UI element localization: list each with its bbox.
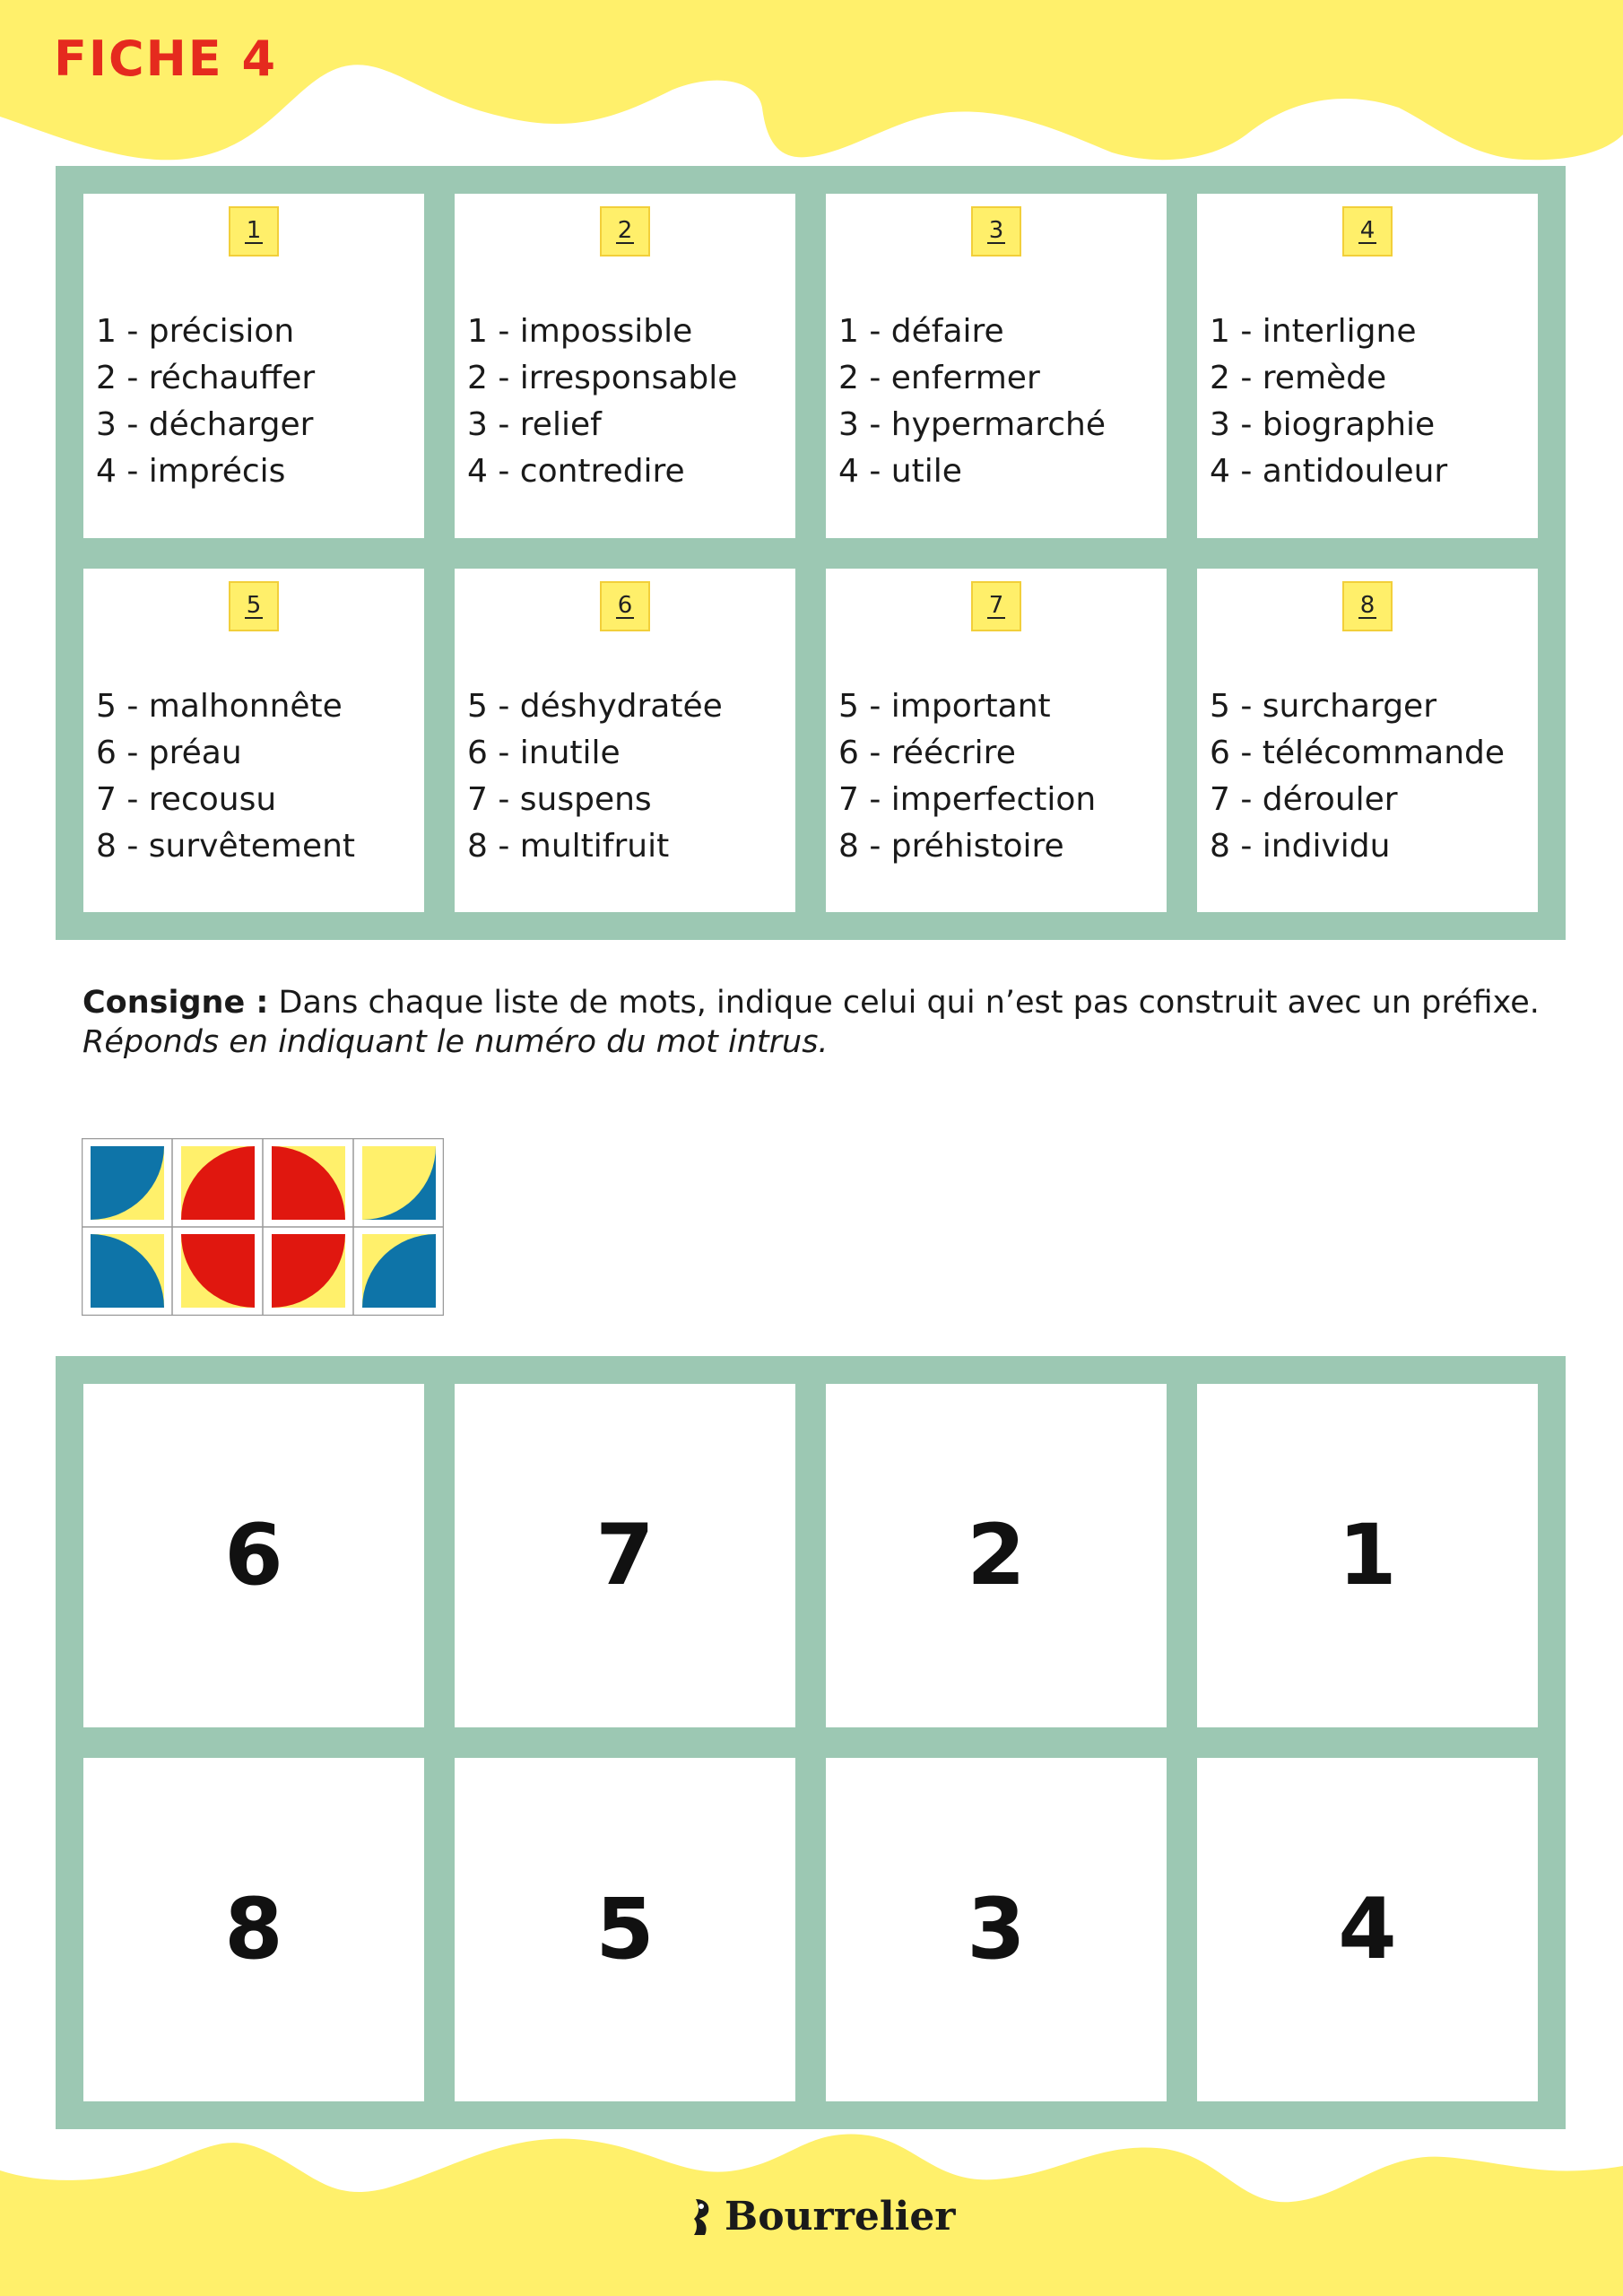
list-item: 4 - antidouleur <box>1210 453 1448 490</box>
word-list-card <box>83 569 424 913</box>
list-item: 3 - relief <box>467 406 602 443</box>
list-item: 6 - télécommande <box>1210 734 1506 771</box>
instruction-text: Dans chaque liste de mots, indique celui qui n’est pas construit avec un préfixe. <box>268 985 1540 1021</box>
list-item: 4 - contredire <box>467 453 685 490</box>
page-title: FICHE 4 <box>54 30 278 87</box>
list-number-tag <box>229 206 279 257</box>
word-list <box>838 683 1096 870</box>
answer-card[interactable] <box>455 1758 795 2101</box>
list-item: 5 - malhonnête <box>96 687 343 725</box>
word-list-card <box>455 194 795 538</box>
list-number: 1 <box>246 217 262 244</box>
list-item: 8 - survêtement <box>96 827 356 865</box>
word-list-card <box>826 569 1167 913</box>
instruction-block <box>82 983 1571 1062</box>
word-list <box>1210 683 1505 870</box>
answer-number: 7 <box>595 1507 655 1605</box>
word-list-card <box>1197 194 1538 538</box>
list-number: 6 <box>617 591 633 619</box>
answer-cards-grid <box>56 1356 1566 2129</box>
list-item: 3 - biographie <box>1210 406 1436 443</box>
list-item: 1 - interligne <box>1210 313 1417 350</box>
list-number-tag <box>971 206 1021 257</box>
answer-card[interactable] <box>826 1384 1167 1727</box>
list-number-tag <box>1342 206 1393 257</box>
list-item: 5 - déshydratée <box>467 687 723 725</box>
list-item: 2 - enfermer <box>838 360 1040 396</box>
answer-number: 5 <box>595 1881 655 1979</box>
list-item: 2 - réchauffer <box>96 360 316 396</box>
word-list <box>1210 309 1447 495</box>
list-item: 2 - remède <box>1210 360 1387 396</box>
tile-pattern-image <box>82 1138 444 1316</box>
list-item: 1 - impossible <box>467 313 693 350</box>
list-item: 8 - multifruit <box>467 827 670 865</box>
list-number: 7 <box>988 591 1004 619</box>
list-item: 5 - important <box>838 687 1051 725</box>
list-item: 3 - décharger <box>96 406 314 443</box>
list-item: 7 - imperfection <box>838 780 1097 818</box>
list-number-tag <box>600 206 650 257</box>
list-number-tag <box>600 581 650 631</box>
list-item: 5 - surcharger <box>1210 687 1437 725</box>
word-list <box>96 683 355 870</box>
word-lists-grid <box>56 166 1566 940</box>
answer-number: 3 <box>967 1881 1026 1979</box>
answer-number: 1 <box>1338 1507 1397 1605</box>
brand-mark-icon <box>690 2197 714 2237</box>
list-item: 1 - précision <box>96 313 295 350</box>
answer-card[interactable] <box>826 1758 1167 2101</box>
answer-number: 8 <box>224 1881 283 1979</box>
list-item: 7 - dérouler <box>1210 780 1398 818</box>
answer-number: 2 <box>967 1507 1026 1605</box>
list-item: 3 - hypermarché <box>838 406 1106 443</box>
list-item: 4 - utile <box>838 453 962 490</box>
list-item: 8 - individu <box>1210 827 1391 865</box>
answer-card[interactable] <box>83 1384 424 1727</box>
word-list-card <box>455 569 795 913</box>
list-number-tag <box>971 581 1021 631</box>
brand-name: Bourrelier <box>725 2194 956 2239</box>
list-item: 4 - imprécis <box>96 453 286 490</box>
list-item: 7 - recousu <box>96 780 277 818</box>
answer-card[interactable] <box>83 1758 424 2101</box>
word-list <box>467 683 723 870</box>
list-item: 6 - préau <box>96 734 242 771</box>
answer-number: 4 <box>1338 1881 1397 1979</box>
brand-logo <box>690 2194 956 2239</box>
answer-card[interactable] <box>1197 1384 1538 1727</box>
word-list-card <box>826 194 1167 538</box>
answer-card[interactable] <box>1197 1758 1538 2101</box>
list-number-tag <box>229 581 279 631</box>
answer-number: 6 <box>224 1507 283 1605</box>
list-number: 5 <box>246 591 262 619</box>
word-list <box>467 309 737 495</box>
list-item: 2 - irresponsable <box>467 360 738 396</box>
list-item: 7 - suspens <box>467 780 652 818</box>
instruction-label: Consigne : <box>82 985 269 1021</box>
word-list-card <box>1197 569 1538 913</box>
word-list-card <box>83 194 424 538</box>
list-number: 4 <box>1359 217 1376 244</box>
list-item: 1 - défaire <box>838 313 1004 350</box>
instruction-hint: Réponds en indiquant le numéro du mot intrus. <box>82 1024 829 1060</box>
word-list <box>96 309 315 495</box>
list-number: 2 <box>617 217 633 244</box>
answer-card[interactable] <box>455 1384 795 1727</box>
list-item: 6 - réécrire <box>838 734 1016 771</box>
list-number-tag <box>1342 581 1393 631</box>
list-number: 3 <box>988 217 1004 244</box>
list-item: 8 - préhistoire <box>838 827 1064 865</box>
list-number: 8 <box>1359 591 1376 619</box>
list-item: 6 - inutile <box>467 734 621 771</box>
word-list <box>838 309 1106 495</box>
